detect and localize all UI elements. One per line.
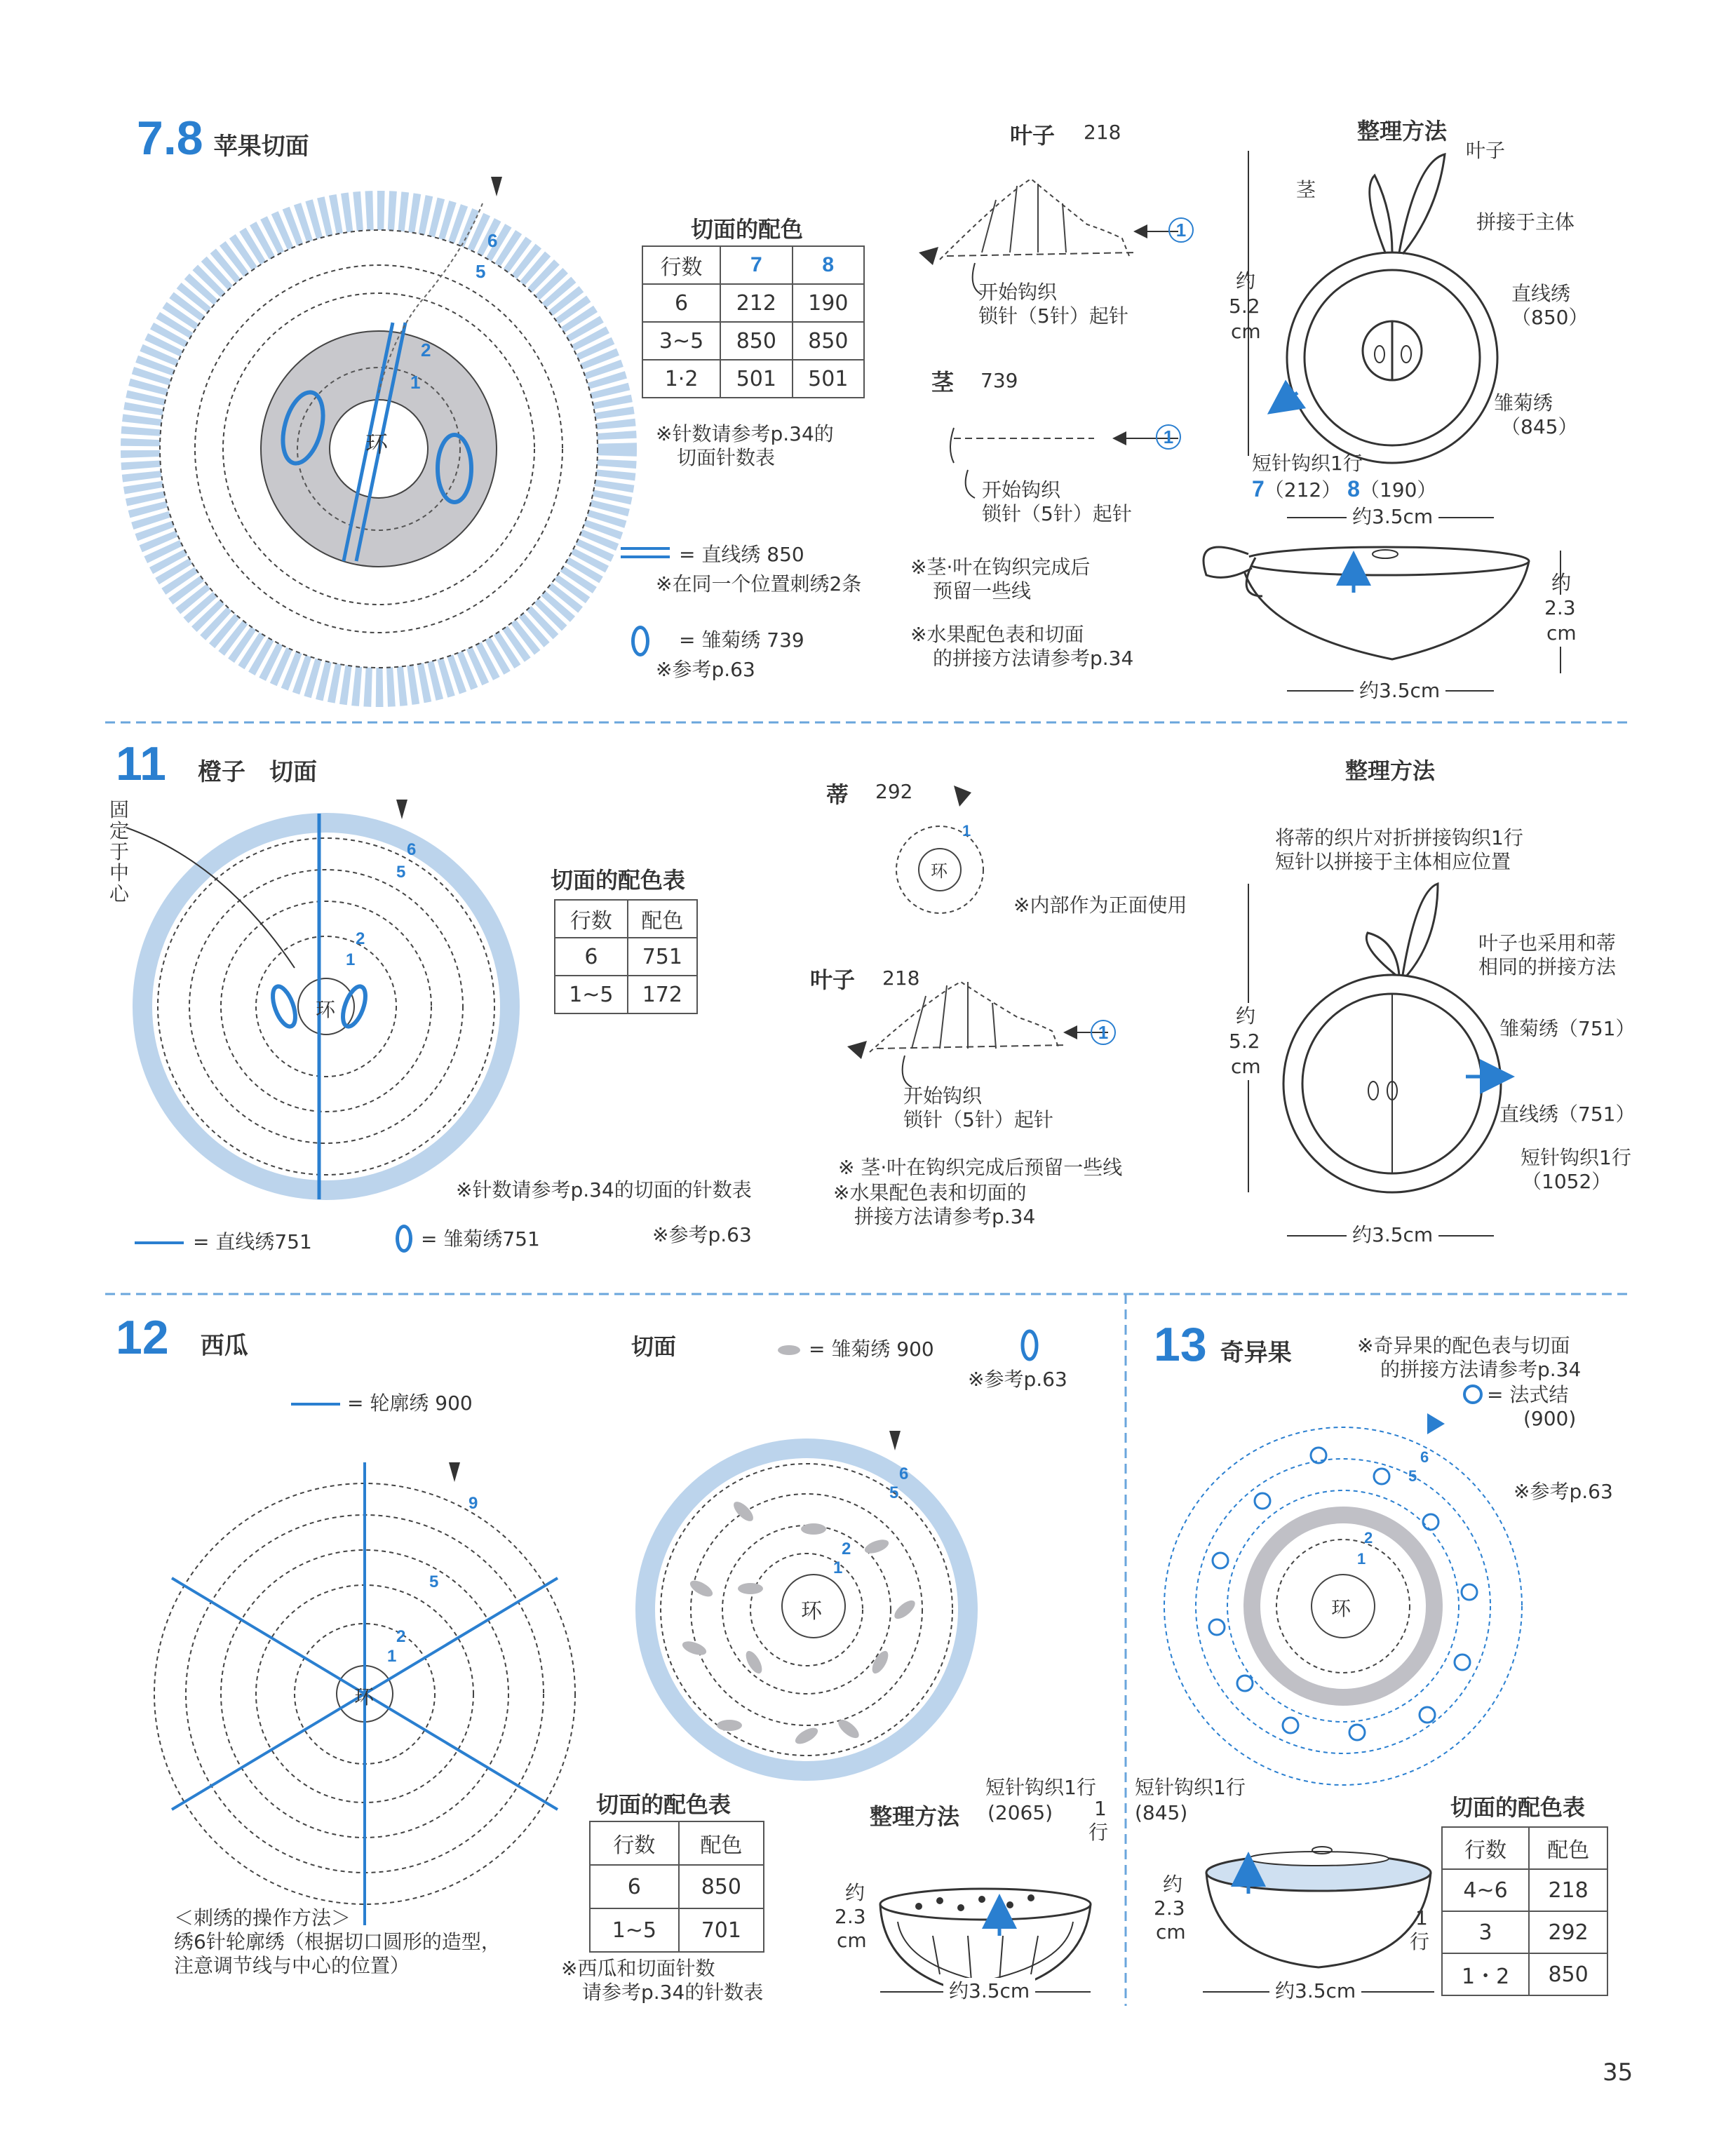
note: 切面针数表 xyxy=(677,446,776,469)
legend-ref: ※参考p.63 xyxy=(1514,1480,1613,1503)
round-mark-1: 1 xyxy=(1168,217,1194,243)
legend-french-knot-color: (900) xyxy=(1523,1407,1577,1430)
height-unit: cm xyxy=(1231,320,1261,343)
fix-center-label: 固定于中心 xyxy=(109,798,129,905)
variant-7: 7 xyxy=(1252,476,1265,501)
note: ※水果配色表和切面 xyxy=(910,623,1084,646)
label-single-crochet-color: (2065) xyxy=(987,1801,1053,1824)
width-label: 约3.5cm xyxy=(1347,504,1438,530)
round-mark-1: 1 xyxy=(1357,1550,1366,1568)
table-cell: 501 xyxy=(793,360,864,398)
orange-table-title: 切面的配色表 xyxy=(551,867,686,894)
label-single-crochet: 短针钩织1行 xyxy=(985,1776,1096,1799)
op-title: ＜刺绣的操作方法＞ xyxy=(174,1906,351,1929)
legend-ref: ※参考p.63 xyxy=(968,1368,1067,1391)
label-single-crochet-color: (845) xyxy=(1135,1801,1188,1824)
table-header: 行数 xyxy=(642,246,720,284)
section-title: 奇异果 xyxy=(1220,1339,1292,1367)
section-number: 7.8 xyxy=(137,112,203,165)
op-step: 注意调节线与中心的位置） xyxy=(174,1954,410,1977)
note: ※针数请参考p.34的切面的针数表 xyxy=(456,1178,752,1201)
round-mark-5: 5 xyxy=(889,1483,899,1502)
stem-start: 开始钩织 xyxy=(982,478,1061,501)
kiwi-table-title: 切面的配色表 xyxy=(1450,1794,1586,1821)
table-header: 行数 xyxy=(1442,1827,1529,1869)
table-cell: 6 xyxy=(642,284,720,322)
note: ※针数请参考p.34的 xyxy=(656,422,834,445)
note: ※西瓜和切面针数 xyxy=(561,1957,715,1980)
legend-ref: ※参考p.63 xyxy=(656,658,755,681)
ring-label: 环 xyxy=(354,1685,375,1709)
round-mark-9: 9 xyxy=(468,1494,478,1513)
ring-label: 环 xyxy=(365,431,389,457)
variant-8-color: （190） xyxy=(1359,478,1437,501)
daisy-stitch-icon xyxy=(396,1225,412,1253)
round-mark-6: 6 xyxy=(487,230,498,251)
section-title: 西瓜 xyxy=(200,1332,248,1360)
round-mark-1: 1 xyxy=(962,822,971,840)
table-cell: 701 xyxy=(679,1908,764,1952)
legend-line-glyph xyxy=(621,547,670,550)
stem-title: 茎 xyxy=(931,369,955,396)
round-mark-2: 2 xyxy=(1364,1529,1373,1547)
table-cell: 751 xyxy=(628,938,697,976)
label-straight-stitch-color: （850） xyxy=(1511,306,1589,329)
calyx-color-num: 292 xyxy=(875,780,913,803)
table-cell: 1·2 xyxy=(642,360,720,398)
leaf-color-num: 218 xyxy=(882,966,920,990)
table-cell: 212 xyxy=(720,284,792,322)
table-cell: 850 xyxy=(793,322,864,360)
row-unit: 行 xyxy=(1410,1930,1430,1953)
round-mark-2: 2 xyxy=(396,1627,406,1646)
legend-french-knot: = 法式结 xyxy=(1487,1383,1569,1406)
width-label: 约3.5cm xyxy=(1269,1978,1361,2005)
label-calyx: 将蒂的织片对折拼接钩织1行 xyxy=(1275,826,1523,849)
section-number: 11 xyxy=(116,737,166,790)
legend-line-glyph xyxy=(621,555,670,558)
leaf-title: 叶子 xyxy=(1010,122,1056,149)
height2-unit: cm xyxy=(1546,620,1577,647)
round-mark-6: 6 xyxy=(899,1464,909,1483)
label-single-crochet: 短针钩织1行 xyxy=(1135,1776,1246,1799)
round-mark-2: 2 xyxy=(842,1539,851,1558)
table-header: 配色 xyxy=(1529,1827,1607,1869)
table-cell: 1~5 xyxy=(555,976,628,1013)
round-mark-1: 1 xyxy=(346,950,356,969)
height-unit: cm xyxy=(837,1929,867,1952)
round-mark-2: 2 xyxy=(421,339,431,361)
round-mark-1: 1 xyxy=(410,372,421,393)
height-value: 5.2 xyxy=(1229,295,1260,318)
height-unit: cm xyxy=(1156,1920,1186,1943)
variant-7-color: （212） xyxy=(1264,478,1342,501)
orange-color-table xyxy=(554,899,698,1014)
kiwi-assembly xyxy=(1203,1847,1434,1992)
row-unit: 行 xyxy=(1088,1821,1109,1844)
label-single-crochet-color: （1052） xyxy=(1522,1170,1612,1193)
round-mark-1: 1 xyxy=(833,1558,843,1577)
label-stem: 茎 xyxy=(1296,178,1316,201)
calyx-title: 蒂 xyxy=(826,781,849,808)
legend-ref: ※参考p.63 xyxy=(652,1223,752,1246)
watermelon-color-table xyxy=(589,1821,764,1953)
table-cell: 850 xyxy=(679,1865,764,1908)
leaf-color-num: 218 xyxy=(1084,121,1121,144)
assembly-title: 整理方法 xyxy=(1345,757,1436,784)
note: 拼接方法请参考p.34 xyxy=(854,1205,1036,1228)
stem-color-num: 739 xyxy=(980,369,1018,392)
table-header: 7 xyxy=(720,246,792,284)
daisy-stitch-icon xyxy=(631,626,649,656)
note: ※ 茎·叶在钩织完成后预留一些线 xyxy=(838,1156,1123,1179)
table-header: 行数 xyxy=(590,1821,679,1865)
kiwi-color-table xyxy=(1441,1826,1608,1996)
round-mark-6: 6 xyxy=(1420,1448,1429,1466)
ring-label: 环 xyxy=(1331,1597,1351,1620)
note: 的拼接方法请参考p.34 xyxy=(1380,1358,1582,1381)
round-mark-5: 5 xyxy=(429,1572,439,1591)
apple-color-table xyxy=(642,245,865,398)
round-mark-5: 5 xyxy=(476,261,486,282)
legend-daisy: = 雏菊绣751 xyxy=(421,1227,540,1251)
height2-value: 2.3 xyxy=(1544,595,1576,621)
height-value: 5.2 xyxy=(1229,1028,1260,1055)
section-number: 12 xyxy=(116,1311,169,1364)
note: ※奇异果的配色表与切面 xyxy=(1357,1334,1570,1357)
table-header: 配色 xyxy=(628,900,697,938)
table-cell: 1~5 xyxy=(590,1908,679,1952)
height-label: 约 xyxy=(845,1881,865,1904)
orange-section-header xyxy=(116,736,317,791)
table-cell: 4~6 xyxy=(1442,1869,1529,1911)
label-leaf: 叶子也采用和蒂 xyxy=(1478,931,1617,955)
width-label: 约3.5cm xyxy=(1347,1222,1438,1248)
round-mark-5: 5 xyxy=(396,863,406,882)
legend-line: = 直线绣751 xyxy=(193,1230,312,1253)
table-cell: 850 xyxy=(720,322,792,360)
label-single-crochet: 短针钩织1行 xyxy=(1252,452,1363,475)
op-step: 绣6针轮廓绣（根据切口圆形的造型， xyxy=(174,1930,501,1953)
round-mark-1: 1 xyxy=(1156,424,1181,450)
table-cell: 6 xyxy=(590,1865,679,1908)
leaf-start: 开始钩织 xyxy=(903,1084,983,1107)
apple-leaf-diagram xyxy=(919,179,1178,295)
apple-table-title: 切面的配色 xyxy=(691,216,804,243)
table-header: 8 xyxy=(793,246,864,284)
stem-start-chain: 锁针（5针）起针 xyxy=(982,502,1132,525)
round-mark-6: 6 xyxy=(407,840,417,859)
round-mark-5: 5 xyxy=(1408,1467,1417,1485)
note: 预留一些线 xyxy=(933,579,1032,602)
table-cell: 1・2 xyxy=(1442,1953,1529,1995)
label-straight-stitch: 直线绣 xyxy=(1511,282,1571,305)
note: 请参考p.34的针数表 xyxy=(582,1981,764,2004)
legend-line-glyph xyxy=(135,1241,184,1244)
width-label: 约3.5cm xyxy=(943,1978,1035,2005)
label-leaf: 叶子 xyxy=(1466,139,1506,162)
table-cell: 850 xyxy=(1529,1953,1607,1995)
table-cell: 501 xyxy=(720,360,792,398)
height-value: 2.3 xyxy=(1154,1896,1185,1920)
leaf-start: 开始钩织 xyxy=(978,281,1058,304)
label-daisy-stitch: 雏菊绣（751） xyxy=(1499,1017,1636,1040)
table-header: 行数 xyxy=(555,900,628,938)
leaf-title: 叶子 xyxy=(810,966,856,993)
section-title: 橙子 切面 xyxy=(197,758,317,786)
assembly-title: 整理方法 xyxy=(1357,118,1448,144)
note: 的拼接方法请参考p.34 xyxy=(933,647,1134,670)
note: ※茎·叶在钩织完成后 xyxy=(910,555,1091,579)
assembly-title: 整理方法 xyxy=(870,1803,960,1830)
ring-label: 环 xyxy=(801,1599,822,1624)
row-count: 1 xyxy=(1094,1797,1107,1820)
kiwi-section-header xyxy=(1154,1317,1292,1372)
round-mark-1: 1 xyxy=(1091,1020,1116,1045)
width2-label: 约3.5cm xyxy=(1354,678,1445,704)
legend-line: = 直线绣 850 xyxy=(679,543,804,566)
height-label: 约 xyxy=(1236,269,1256,292)
section-title: 苹果切面 xyxy=(213,133,309,161)
row-count: 1 xyxy=(1415,1906,1428,1929)
table-cell: 218 xyxy=(1529,1869,1607,1911)
leaf-start-chain: 锁针（5针）起针 xyxy=(978,304,1128,328)
watermelon-table-title: 切面的配色表 xyxy=(596,1791,732,1818)
label-daisy-stitch: 雏菊绣 xyxy=(1494,391,1553,415)
height-value: 2.3 xyxy=(835,1905,866,1928)
legend-daisy: = 雏菊绣 739 xyxy=(679,628,804,652)
ring-label: 环 xyxy=(931,861,948,881)
label-leaf: 相同的拼接方法 xyxy=(1478,955,1617,978)
variant-8: 8 xyxy=(1347,476,1360,501)
watermelon-section-header xyxy=(116,1310,248,1365)
round-mark-1: 1 xyxy=(387,1647,397,1666)
legend-daisy: = 雏菊绣 900 xyxy=(809,1338,934,1361)
label-join: 拼接于主体 xyxy=(1476,210,1575,234)
table-cell: 3 xyxy=(1442,1911,1529,1953)
orange-leaf-diagram xyxy=(847,982,1108,1087)
label-single-crochet: 短针钩织1行 xyxy=(1521,1146,1631,1169)
label-straight-stitch: 直线绣（751） xyxy=(1499,1103,1636,1126)
round-mark-2: 2 xyxy=(356,929,365,948)
table-cell: 172 xyxy=(628,976,697,1013)
legend-note: ※在同一个位置刺绣2条 xyxy=(656,572,862,595)
table-cell: 3~5 xyxy=(642,322,720,360)
height-label: 约 xyxy=(1236,1003,1255,1030)
cut-title: 切面 xyxy=(631,1333,677,1360)
label-calyx: 短针以拼接于主体相应位置 xyxy=(1275,850,1511,873)
table-header: 配色 xyxy=(679,1821,764,1865)
height2-label: 约 xyxy=(1551,571,1572,594)
leaf-start-chain: 锁针（5针）起针 xyxy=(903,1108,1053,1131)
label-daisy-stitch-color: （845） xyxy=(1501,415,1578,438)
table-cell: 190 xyxy=(793,284,864,322)
orange-assembly xyxy=(1248,884,1508,1236)
table-cell: 6 xyxy=(555,938,628,976)
table-cell: 292 xyxy=(1529,1911,1607,1953)
legend-outline: = 轮廓绣 900 xyxy=(347,1392,473,1415)
section-number: 13 xyxy=(1154,1318,1207,1371)
calyx-note: ※内部作为正面使用 xyxy=(1013,894,1187,917)
apple-section-header xyxy=(137,111,309,166)
height-label: 约 xyxy=(1163,1873,1183,1896)
page-number: 35 xyxy=(1603,2059,1633,2087)
ring-label: 环 xyxy=(316,998,336,1021)
height-unit: cm xyxy=(1231,1053,1261,1080)
note: ※水果配色表和切面的 xyxy=(833,1181,1027,1204)
